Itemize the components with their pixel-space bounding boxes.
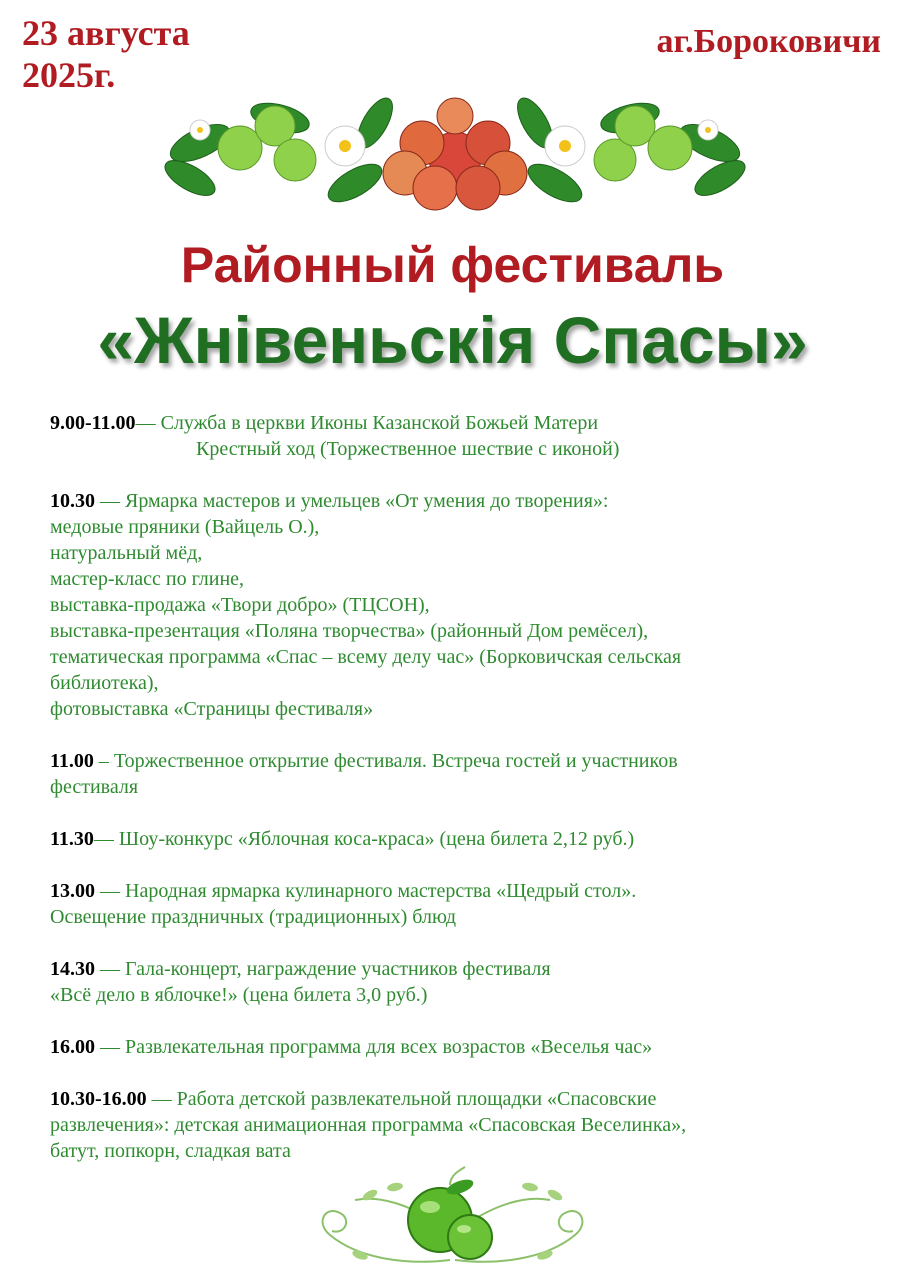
schedule-text: «Всё дело в яблочке!» (цена билета 3,0 руб.)	[50, 984, 428, 1006]
schedule-item	[50, 956, 850, 1008]
schedule-text: — Служба в церкви Иконы Казанской Божьей Матери	[135, 412, 599, 434]
schedule-item	[50, 1086, 850, 1164]
event-place: аг.Бороковичи	[656, 23, 881, 60]
date-line-1: 23 августа	[22, 13, 190, 53]
schedule-text: Освещение праздничных (традиционных) блюд	[50, 906, 457, 928]
schedule-text: батут, попкорн, сладкая вата	[50, 1140, 291, 1162]
schedule-item	[50, 748, 850, 800]
schedule-text: развлечения»: детская анимационная программа «Спасовская Веселинка»,	[50, 1114, 687, 1136]
date-line-2: 2025г.	[22, 55, 116, 95]
schedule-text: — Ярмарка мастеров и умельцев «От умения до творения»:	[95, 490, 609, 512]
schedule-text: натуральный мёд,	[50, 542, 203, 564]
schedule-text: — Народная ярмарка кулинарного мастерства «Щедрый стол».	[95, 880, 637, 902]
festival-title-line-2: «Жнiвеньскiя Спасы»	[97, 303, 808, 377]
schedule-time: 16.00	[50, 1036, 95, 1058]
schedule-text: мастер-класс по глине,	[50, 568, 245, 590]
apple-garland-illustration	[160, 88, 750, 218]
schedule-text: – Торжественное открытие фестиваля. Встреча гостей и участников	[93, 750, 678, 772]
schedule-text: тематическая программа «Спас – всему делу час» (Борковичская сельская	[50, 646, 682, 668]
schedule-time: 10.30	[50, 490, 95, 512]
schedule-time: 14.30	[50, 958, 95, 980]
schedule-text: фестиваля	[50, 776, 139, 798]
schedule-text: фотовыставка «Страницы фестиваля»	[50, 698, 374, 720]
schedule-text: Крестный ход (Торжественное шествие с иконой)	[196, 438, 620, 460]
schedule-text: — Шоу-конкурс «Яблочная коса-краса» (цена билета 2,12 руб.)	[93, 828, 635, 850]
schedule-text: — Гала-концерт, награждение участников фестиваля	[95, 958, 551, 980]
schedule-item	[50, 410, 850, 462]
schedule-time: 11.00	[50, 750, 94, 772]
schedule-text: — Развлекательная программа для всех возрастов «Веселья час»	[95, 1036, 653, 1058]
event-date	[22, 12, 190, 96]
schedule-time: 10.30-16.00	[50, 1088, 147, 1110]
schedule-time: 13.00	[50, 880, 95, 902]
schedule-time: 11.30	[50, 828, 94, 850]
schedule-text: выставка-продажа «Твори добро» (ТЦСОН),	[50, 594, 430, 616]
schedule-item	[50, 826, 850, 852]
schedule-item	[50, 488, 850, 722]
schedule-text: выставка-презентация «Поляна творчества» (районный Дом ремёсел),	[50, 620, 649, 642]
green-apples-ornament	[300, 1165, 605, 1275]
schedule-item	[50, 1034, 850, 1060]
festival-title-line-1: Районный фестиваль	[180, 237, 725, 293]
schedule-item	[50, 878, 850, 930]
schedule-list	[50, 410, 850, 1190]
schedule-time: 9.00-11.00	[50, 412, 136, 434]
schedule-text: медовые пряники (Вайцель О.),	[50, 516, 320, 538]
schedule-text: — Работа детской развлекательной площадки «Спасовские	[146, 1088, 657, 1110]
schedule-text: библиотека),	[50, 672, 159, 694]
